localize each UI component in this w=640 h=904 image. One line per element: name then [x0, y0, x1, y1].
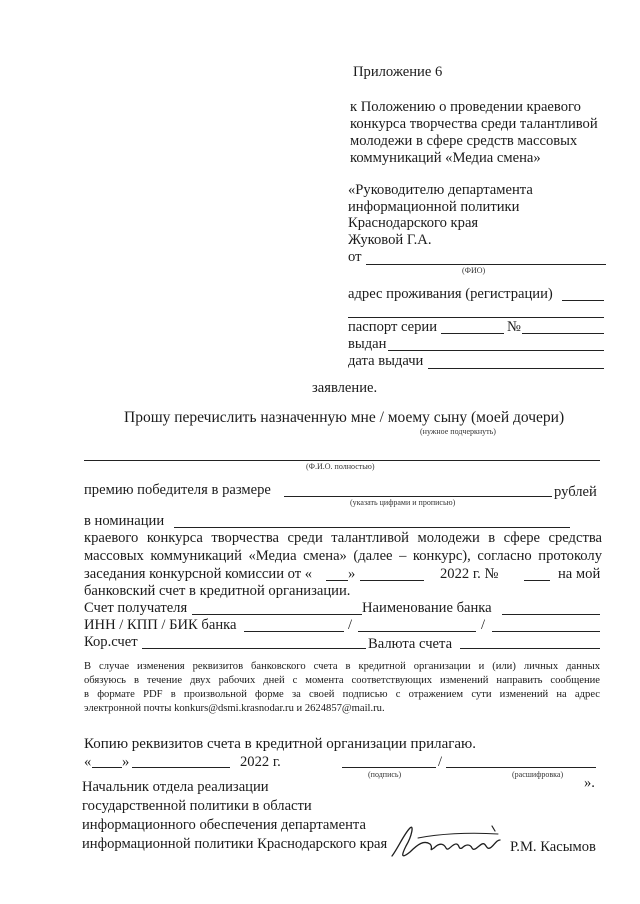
slash-separator: / — [348, 617, 353, 633]
inn-kpp-bik-label: ИНН / КПП / БИК банка — [84, 617, 237, 633]
currency-label: Валюта счета — [368, 636, 453, 652]
protocol-quote-close: » — [348, 566, 356, 582]
passport-series-field[interactable] — [441, 333, 504, 334]
nomination-field[interactable] — [174, 527, 570, 528]
protocol-year: 2022 г. № — [440, 566, 499, 582]
paragraph-line: краевого конкурса творчества среди талантливой молодежи в сфере средства — [84, 530, 602, 546]
corr-account-label: Кор.счет — [84, 634, 138, 650]
issue-date-field[interactable] — [428, 368, 604, 369]
signature-caption: (подпись) — [368, 770, 402, 779]
protocol-line-start: заседания конкурсной комиссии от « — [84, 566, 313, 582]
attachment-line: Копию реквизитов счета в кредитной организации прилагаю. — [84, 736, 477, 752]
paragraph-line: массовых коммуникаций «Медиа смена» (далее – конкурс), согласно протоколу — [84, 548, 602, 564]
regulation-line: к Положению о проведении краевого — [350, 99, 581, 115]
position-line: Начальник отдела реализации — [82, 779, 269, 795]
notice-line: В случае изменения реквизитов банковского счета в кредитной организации и (или) личных данных — [84, 661, 600, 672]
regulation-line: коммуникаций «Медиа смена» — [350, 150, 541, 166]
position-line: информационной политики Краснодарского края — [82, 836, 388, 852]
currency-field[interactable] — [460, 648, 600, 649]
protocol-number-field[interactable] — [524, 580, 550, 581]
addressee-line: «Руководителю департамента — [348, 182, 533, 198]
document-title: заявление. — [312, 380, 378, 396]
prize-label: премию победителя в размере — [84, 482, 271, 498]
closing-quote: ». — [584, 775, 595, 791]
notice-line: электронной почты konkurs@dsmi.krasnodar.ru и 2624857@mail.ru. — [84, 703, 385, 714]
request-line: Прошу перечислить назначенную мне / моему сыну (моей дочери) — [124, 409, 565, 426]
from-fio-field[interactable] — [366, 264, 606, 265]
protocol-day-field[interactable] — [326, 580, 348, 581]
issued-by-label: выдан — [348, 336, 387, 352]
signature-field[interactable] — [342, 767, 436, 768]
addressee-line: информационной политики — [348, 199, 520, 215]
date-quote-close: » — [122, 754, 130, 770]
protocol-month-field[interactable] — [360, 580, 424, 581]
issued-by-field[interactable] — [388, 350, 604, 351]
passport-number-label: № — [507, 319, 521, 335]
bank-name-label: Наименование банка — [362, 600, 492, 616]
date-quote-open: « — [84, 754, 92, 770]
inn-field[interactable] — [244, 631, 344, 632]
bank-name-field[interactable] — [502, 614, 600, 615]
full-name-caption: (Ф.И.О. полностью) — [306, 462, 375, 471]
regulation-line: конкурса творчества среди талантливой — [350, 116, 598, 132]
rubles-label: рублей — [554, 484, 597, 500]
from-label: от — [348, 249, 362, 265]
handwritten-signature — [388, 822, 510, 862]
position-line: государственной политики в области — [82, 798, 312, 814]
corr-account-field[interactable] — [142, 648, 366, 649]
signature-decode-field[interactable] — [446, 767, 596, 768]
issue-date-label: дата выдачи — [348, 353, 424, 369]
passport-series-label: паспорт серии — [348, 319, 438, 335]
addressee-line: Жуковой Г.А. — [348, 232, 432, 248]
appendix-number: Приложение 6 — [353, 64, 443, 80]
date-year: 2022 г. — [240, 754, 281, 770]
full-name-field[interactable] — [84, 460, 600, 461]
addressee-line: Краснодарского края — [348, 215, 479, 231]
address-field[interactable] — [562, 300, 604, 301]
signature-slash: / — [438, 754, 443, 770]
recipient-account-label: Счет получателя — [84, 600, 188, 616]
date-month-field[interactable] — [132, 767, 230, 768]
underline-hint: (нужное подчеркнуть) — [420, 427, 496, 436]
regulation-line: молодежи в сфере средств массовых — [350, 133, 578, 149]
amount-caption: (указать цифрами и прописью) — [350, 498, 456, 507]
signatory-name: Р.М. Касымов — [510, 839, 596, 855]
nomination-label: в номинации — [84, 513, 165, 529]
notice-line: в формате PDF в произвольной форме за своей подписью с отражением сути изменений на адрес — [84, 689, 600, 700]
address-label: адрес проживания (регистрации) — [348, 286, 553, 302]
protocol-line-end: на мой — [558, 566, 601, 582]
recipient-account-field[interactable] — [192, 614, 362, 615]
notice-line: обязуюсь в течение двух рабочих дней с момента соответствующих изменений направить сообщение — [84, 675, 600, 686]
date-day-field[interactable] — [92, 767, 122, 768]
bank-account-line: банковский счет в кредитной организации. — [84, 583, 351, 599]
passport-number-field[interactable] — [522, 333, 604, 334]
decode-caption: (расшифровка) — [512, 770, 564, 779]
prize-amount-field[interactable] — [284, 496, 552, 497]
kpp-field[interactable] — [358, 631, 476, 632]
address-field-2[interactable] — [348, 317, 604, 318]
bik-field[interactable] — [492, 631, 600, 632]
slash-separator: / — [481, 617, 486, 633]
fio-caption: (ФИО) — [462, 266, 486, 275]
position-line: информационного обеспечения департамента — [82, 817, 366, 833]
